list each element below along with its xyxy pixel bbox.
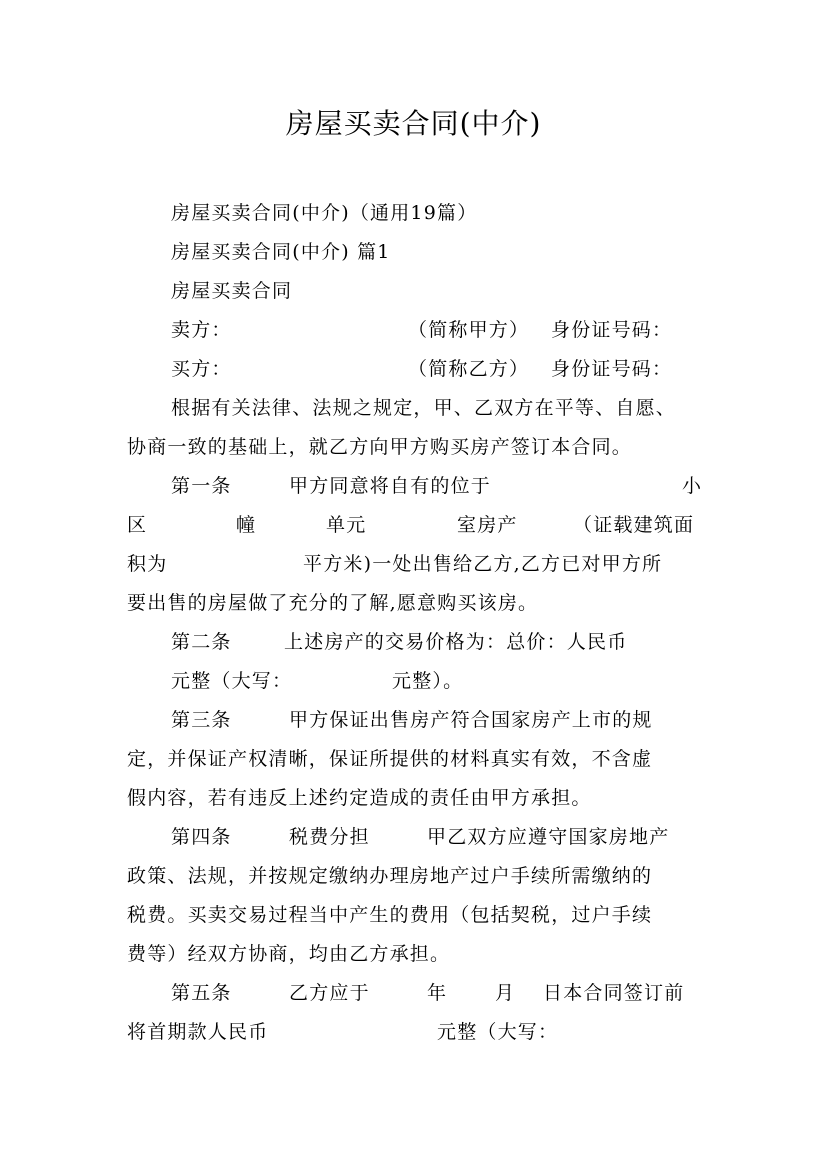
article-1-sqm: 平方米)一处出售给乙方,乙方已对甲方所 [303, 553, 663, 575]
article-heading: 房屋买卖合同(中介) 篇1 [171, 241, 391, 263]
article-1-unit: 单元 [326, 514, 367, 536]
subtitle-line: 房屋买卖合同(中介)（通用19篇） [171, 202, 478, 224]
article-5-year: 年 [427, 982, 448, 1004]
preamble-line-2: 协商一致的基础上，就乙方向甲方购买房产签订本合同。 [127, 436, 633, 458]
article-1-zhuang: 幢 [236, 514, 257, 536]
article-1-text: 甲方同意将自有的位于 [289, 475, 492, 497]
article-1-line-4: 要出售的房屋做了充分的了解,愿意购买该房。 [127, 592, 539, 614]
article-2-amount-end: 元整）。 [392, 670, 464, 692]
article-4-label: 第四条 [171, 826, 232, 848]
article-1-qu: 区 [127, 514, 148, 536]
article-2-label: 第二条 [171, 631, 232, 653]
article-5-month: 月 [495, 982, 516, 1004]
buyer-id-label: 身份证号码： [551, 358, 673, 380]
document-title: 房屋买卖合同(中介) [285, 107, 542, 140]
article-5-payment-label: 将首期款人民币 [127, 1021, 269, 1043]
article-4-heading: 税费分担 [289, 826, 370, 848]
article-4-text-2: 政策、法规，并按规定缴纳办理房地产过户手续所需缴纳的 [127, 865, 653, 887]
article-1-xiao: 小 [682, 475, 703, 497]
article-3-text-2: 定，并保证产权清晰，保证所提供的材料真实有效，不含虚 [127, 748, 653, 770]
buyer-abbrev: （简称乙方） [408, 358, 530, 380]
article-2-amount-label: 元整（大写： [171, 670, 293, 692]
article-3-text-1: 甲方保证出售房产符合国家房产上市的规 [289, 709, 653, 731]
article-4-text-1: 甲乙双方应遵守国家房地产 [427, 826, 670, 848]
article-1-area-label: （证载建筑面 [573, 514, 695, 536]
article-1-jiwei: 积为 [127, 553, 168, 575]
article-5-text: 乙方应于 [289, 982, 370, 1004]
seller-id-label: 身份证号码： [551, 319, 673, 341]
article-3-label: 第三条 [171, 709, 232, 731]
seller-abbrev: （简称甲方） [408, 319, 530, 341]
buyer-label: 买方： [171, 358, 232, 380]
article-5-amount: 元整（大写： [437, 1021, 559, 1043]
article-2-text: 上述房产的交易价格为：总价：人民币 [284, 631, 628, 653]
article-4-text-3: 税费。买卖交易过程当中产生的费用（包括契税，过户手续 [127, 904, 653, 926]
article-5-day: 日本合同签订前 [543, 982, 685, 1004]
article-1-label: 第一条 [171, 475, 232, 497]
seller-label: 卖方： [171, 319, 232, 341]
article-5-label: 第五条 [171, 982, 232, 1004]
contract-heading: 房屋买卖合同 [171, 280, 293, 302]
preamble-line-1: 根据有关法律、法规之规定，甲、乙双方在平等、自愿、 [171, 397, 677, 419]
article-4-text-4: 费等）经双方协商，均由乙方承担。 [127, 943, 451, 965]
article-3-text-3: 假内容，若有违反上述约定造成的责任由甲方承担。 [127, 787, 592, 809]
article-1-room: 室房产 [457, 514, 518, 536]
